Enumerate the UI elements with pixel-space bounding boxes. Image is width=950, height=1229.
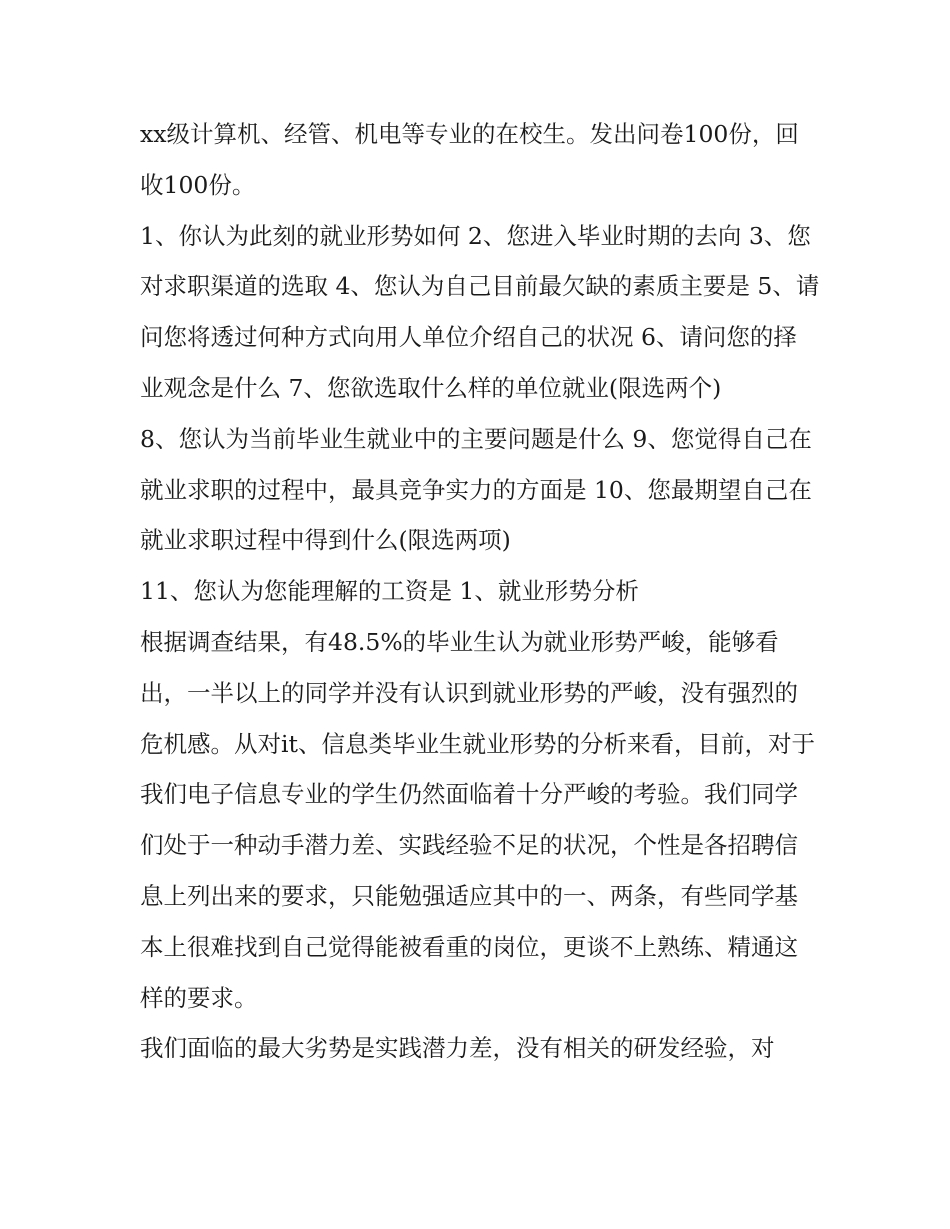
- paragraph-employment-analysis: 根据调查结果，有48.5%的毕业生认为就业形势严峻，能够看出，一半以上的同学并没有认识到就业形势的严峻，没有强烈的危机感。从对it、信息类毕业生就业形势的分析来看，目前，对于我们电子信息专业的学生仍然面临着十分严峻的考验。我们同学们处于一种动手潜力差、实践经验不足的状况，个性是各招聘信息上列出来的要求，只能勉强适应其中的一、两条，有些同学基本上很难找到自己觉得能被看重的岗位，更谈不上熟练、精通这样的要求。: [140, 627, 815, 1012]
- paragraph-weakness: 我们面临的最大劣势是实践潜力差，没有相关的研发经验，对: [140, 1034, 775, 1063]
- paragraph-question-11: 11、您认为您能理解的工资是 1、就业形势分析: [140, 577, 639, 606]
- paragraph-questions-1-7: 1、你认为此刻的就业形势如何 2、您进入毕业时期的去向 3、您对求职渠道的选取 4、您认为自己目前最欠缺的素质主要是 5、请问您将透过何种方式向用人单位介绍自己的状况 6、请问您的择业观念是什么 7、您欲选取什么样的单位就业(限选两个): [140, 221, 820, 402]
- paragraph-survey-intro: xx级计算机、经管、机电等专业的在校生。发出问卷100份，回收100份。: [140, 120, 799, 199]
- paragraph-questions-8-10: 8、您认为当前毕业生就业中的主要问题是什么 9、您觉得自己在就业求职的过程中，最具竞争实力的方面是 10、您最期望自己在就业求职过程中得到什么(限选两项): [140, 424, 812, 555]
- document-body: [140, 109, 820, 1074]
